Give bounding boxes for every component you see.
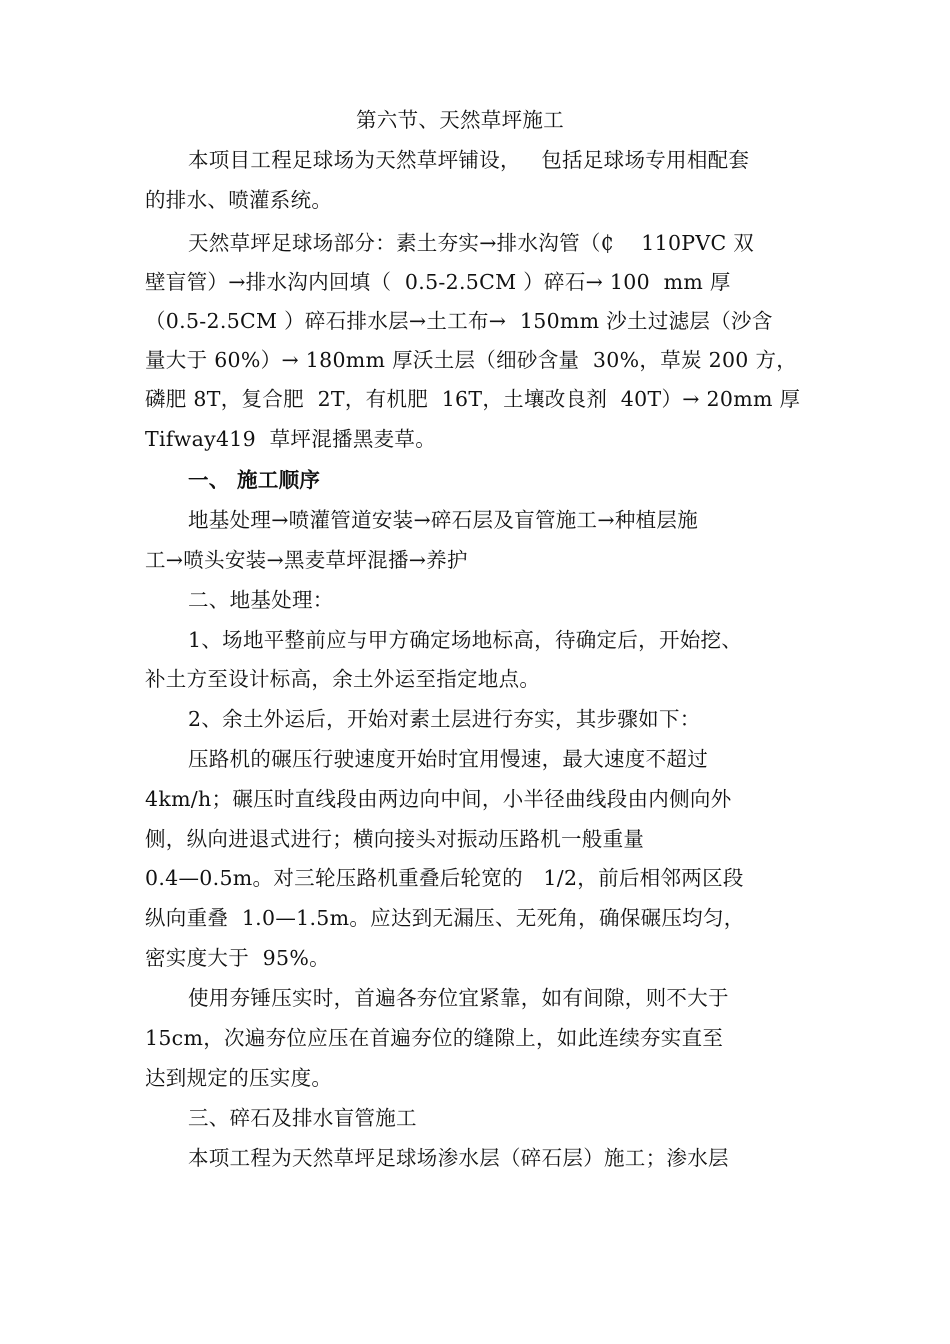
paragraph-line: 纵向重叠 1.0—1.5m。应达到无漏压、无死角，确保碾压均匀， xyxy=(145,906,745,930)
paragraph-line: （0.5-2.5CM ）碎石排水层→土工布→ 150mm 沙土过滤层（沙含 xyxy=(145,309,773,333)
paragraph-line: 使用夯锤压实时，首遍各夯位宜紧靠，如有间隙，则不大于 xyxy=(188,986,729,1010)
paragraph-line: 补土方至设计标高，余土外运至指定地点。 xyxy=(145,667,541,691)
paragraph-line: 达到规定的压实度。 xyxy=(145,1066,333,1090)
paragraph-line: 工→喷头安装→黑麦草坪混播→养护 xyxy=(145,548,468,572)
paragraph-line: 15cm，次遍夯位应压在首遍夯位的缝隙上，如此连续夯实直至 xyxy=(145,1026,724,1050)
paragraph-line: 本项目工程足球场为天然草坪铺设， 包括足球场专用相配套 xyxy=(188,148,750,172)
paragraph-line: 侧，纵向进退式进行；横向接头对振动压路机一般重量 xyxy=(145,827,645,851)
paragraph-line: 壁盲管）→排水沟内回填（ 0.5-2.5CM ）碎石→ 100 mm 厚 xyxy=(145,270,731,294)
paragraph-line: 1、场地平整前应与甲方确定场地标高，待确定后，开始挖、 xyxy=(188,628,743,652)
section-heading: 二、地基处理： xyxy=(188,588,334,612)
paragraph-line: 密实度大于 95%。 xyxy=(145,946,330,970)
section-heading: 一、 施工顺序 xyxy=(188,468,321,492)
paragraph-line: 的排水、喷灌系统。 xyxy=(145,188,333,212)
paragraph-line: 2、余土外运后，开始对素土层进行夯实，其步骤如下： xyxy=(188,707,701,731)
paragraph-line: Tifway419 草坪混播黑麦草。 xyxy=(145,427,437,451)
paragraph-line: 4km/h；碾压时直线段由两边向中间，小半径曲线段由内侧向外 xyxy=(145,787,732,811)
paragraph-line: 压路机的碾压行驶速度开始时宜用慢速，最大速度不超过 xyxy=(188,747,708,771)
section-heading: 三、碎石及排水盲管施工 xyxy=(188,1106,417,1130)
paragraph-line: 本项工程为天然草坪足球场渗水层（碎石层）施工；渗水层 xyxy=(188,1146,729,1170)
paragraph-line: 地基处理→喷灌管道安装→碎石层及盲管施工→种植层施 xyxy=(188,508,699,532)
paragraph-line: 量大于 60%）→ 180mm 厚沃土层（细砂含量 30%，草炭 200 方， xyxy=(145,348,798,372)
paragraph-line: 0.4—0.5m。对三轮压路机重叠后轮宽的 1/2，前后相邻两区段 xyxy=(145,866,744,890)
paragraph-line: 磷肥 8T，复合肥 2T，有机肥 16T，土壤改良剂 40T）→ 20mm 厚 xyxy=(145,387,801,411)
section-title: 第六节、天然草坪施工 xyxy=(356,108,564,132)
paragraph-line: 天然草坪足球场部分：素土夯实→排水沟管（₵ 110PVC 双 xyxy=(188,231,755,255)
